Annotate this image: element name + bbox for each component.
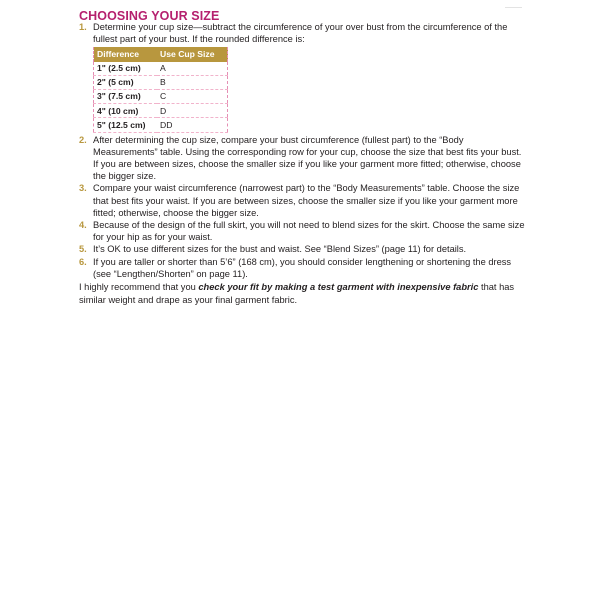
table-row <box>94 89 228 103</box>
step-text: It’s OK to use different sizes for the bust and waist. See “Blend Sizes” (page 11) for details. <box>93 244 467 255</box>
step-text: Determine your cup size—subtract the circumference of your over bust from the circumference of the fullest part of your bust. If the rounded difference is: <box>93 22 508 45</box>
instruction-list <box>79 21 529 280</box>
crop-mark <box>505 7 522 8</box>
cup-size-cell: DD <box>157 118 227 132</box>
step-6 <box>79 256 529 280</box>
fit-recommendation-paragraph <box>79 281 529 306</box>
cup-size-cell: B <box>157 75 227 89</box>
step-text: If you are taller or shorter than 5’6” (168 cm), you should consider lengthening or shortening the dress (see “Lengthen/Shorten” on page 11). <box>93 256 512 279</box>
step-text: Compare your waist circumference (narrowest part) to the “Body Measurements” table. Choose the size that best fits your waist. If you are between sizes, choose the smaller size if you like your garment more fitted; otherwise, choose the bigger size. <box>93 183 520 218</box>
note-text-before: I highly recommend that you <box>79 282 199 292</box>
cup-size-cell: A <box>157 62 227 76</box>
step-2 <box>79 134 529 183</box>
difference-cell: 3" (7.5 cm) <box>94 89 158 103</box>
table-row <box>94 104 228 118</box>
cup-size-table <box>93 47 228 132</box>
step-number: 2. <box>79 134 87 145</box>
step-text: After determining the cup size, compare your bust circumference (fullest part) to the “Body Measurements” table. Using the corresponding row for your cup, choose the size that best fits your bust. If you are between sizes, choose the smaller size if you like your garment more fitted; otherwise, choose the bigger size. <box>93 134 522 182</box>
note-emphasis: check your fit by making a test garment with inexpensive fabric <box>198 282 479 292</box>
column-header-cup-size: Use Cup Size <box>157 47 227 61</box>
cup-size-cell: D <box>157 104 227 118</box>
difference-cell: 2" (5 cm) <box>94 75 158 89</box>
step-number: 3. <box>79 183 87 194</box>
step-4 <box>79 219 529 243</box>
cup-size-cell: C <box>157 89 227 103</box>
step-3 <box>79 182 529 219</box>
table-row <box>94 62 228 76</box>
difference-cell: 4" (10 cm) <box>94 104 158 118</box>
table-header-row <box>94 47 228 61</box>
step-text: Because of the design of the full skirt, you will not need to blend sizes for the skirt. Choose the same size for your hip as for your waist. <box>93 219 525 243</box>
table-row <box>94 75 228 89</box>
note-text-after: that has similar weight and drape as your final garment fabric. <box>79 282 515 305</box>
column-header-difference: Difference <box>94 47 158 61</box>
step-number: 1. <box>79 22 87 32</box>
difference-cell: 5" (12.5 cm) <box>94 118 158 132</box>
step-1 <box>79 21 529 133</box>
section-heading: CHOOSING YOUR SIZE <box>79 9 220 23</box>
step-number: 6. <box>79 256 87 267</box>
table-row <box>94 118 228 132</box>
step-5 <box>79 243 529 255</box>
step-number: 5. <box>79 244 87 255</box>
step-number: 4. <box>79 219 87 230</box>
difference-cell: 1" (2.5 cm) <box>94 62 158 76</box>
